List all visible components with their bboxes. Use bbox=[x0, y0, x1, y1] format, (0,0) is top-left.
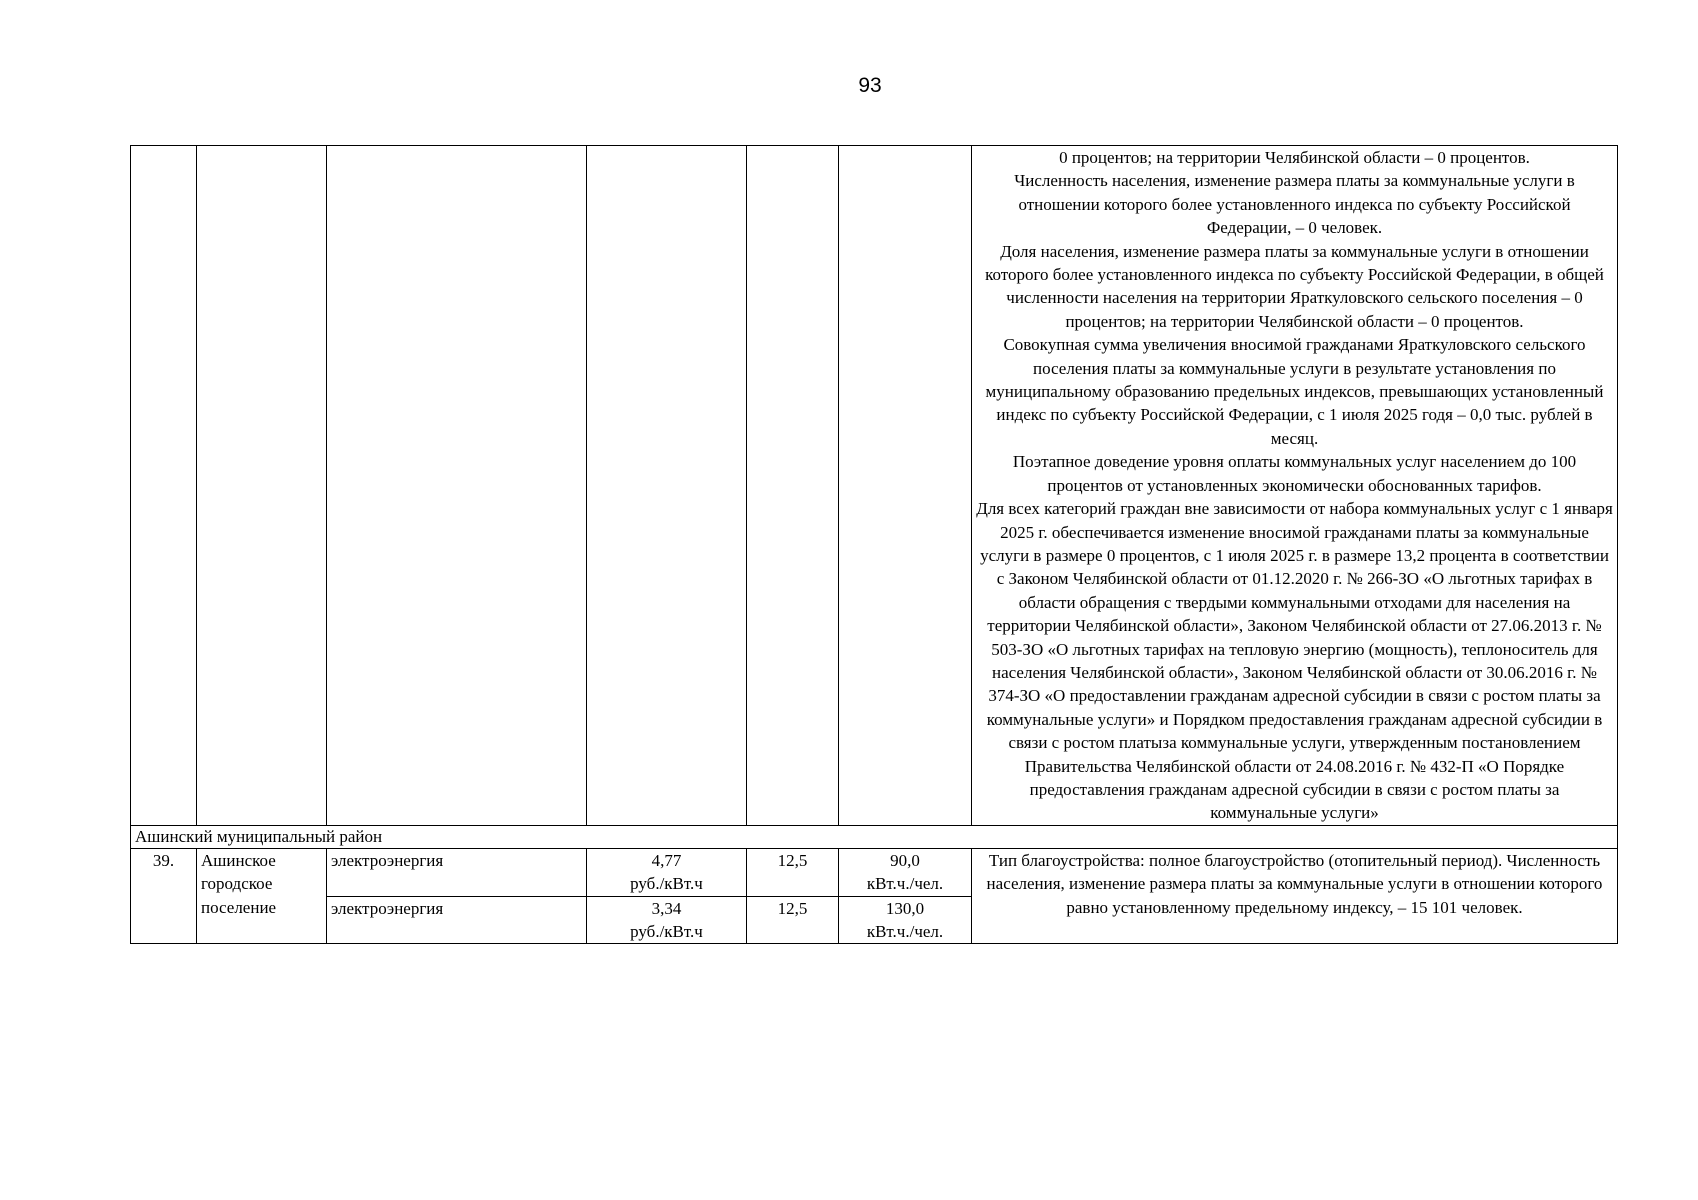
tariff-unit: руб./кВт.ч bbox=[630, 874, 703, 894]
tariff-value: 4,77 bbox=[651, 850, 682, 870]
tariff-cell bbox=[587, 896, 747, 944]
tariff-unit: руб./кВт.ч bbox=[630, 922, 703, 941]
index-value: 12,5 bbox=[747, 848, 839, 896]
entry-number: 39. bbox=[131, 848, 197, 944]
empty-cell bbox=[839, 146, 972, 826]
empty-cell bbox=[747, 146, 839, 826]
norm-cell bbox=[839, 848, 972, 896]
norm-cell bbox=[839, 896, 972, 944]
continued-row bbox=[131, 146, 1618, 826]
service-name: электроэнергия bbox=[327, 848, 587, 896]
description-paragraph: Для всех категорий граждан вне зависимости от набора коммунальных услуг с 1 января 2025 г. обеспечивается изменение вносимой гражданами платы за коммунальные услуги в размере 0 процентов, с 1 июля 2025 г. в размере 13,2 процента в соответствии с Законом Челябинской области от 01.12.2020 г. № 266-ЗО «О льготных тарифах в области обращения с твердыми коммунальными отходами для населения на территории Челябинской области», Законом Челябинской области от 27.06.2013 г. № 503-ЗО «О льготных тарифах на тепловую энергию (мощность), теплоноситель для населения Челябинской области», Законом Челябинской области от 30.06.2016 г. № 374-ЗО «О предоставлении гражданам адресной субсидии в связи с ростом платы за коммунальные услуги» и Порядком предоставления гражданам адресной субсидии в связи с ростом платыза коммунальные услуги, утвержденным постановлением Правительства Челябинской области от 24.08.2016 г. № 432-П «О Порядке предоставления гражданам адресной субсидии в связи с ростом платы за коммунальные услуги» bbox=[976, 499, 1613, 823]
norm-value: 130,0 bbox=[885, 898, 925, 918]
tariff-cell bbox=[587, 848, 747, 896]
continued-description-cell bbox=[972, 146, 1618, 826]
municipality-name: Ашинское городское поселение bbox=[197, 848, 327, 944]
description-paragraph: 0 процентов; на территории Челябинской области – 0 процентов. bbox=[1059, 148, 1530, 167]
description-paragraph: Доля населения, изменение размера платы за коммунальные услуги в отношении которого более установленного индекса по субъекту Российской Федерации, в общей численности населения на территории Яраткуловского сельского поселения – 0 процентов; на территории Челябинской области – 0 процентов. bbox=[985, 241, 1604, 331]
empty-cell bbox=[327, 146, 587, 826]
norm-value: 90,0 bbox=[890, 850, 920, 870]
norm-unit: кВт.ч./чел. bbox=[866, 874, 944, 894]
section-header-row bbox=[131, 825, 1618, 848]
description-paragraph: Совокупная сумма увеличения вносимой гражданами Яраткуловского сельского поселения платы за коммунальные услуги в результате установления по муниципальному образованию предельных индексов, превышающих установленный индекс по субъекту Российской Федерации, с 1 июля 2025 годя – 0,0 тыс. рублей в месяц. bbox=[985, 335, 1604, 448]
description-paragraph: Численность населения, изменение размера платы за коммунальные услуги в отношении которого более установленного индекса по субъекту Российской Федерации, – 0 человек. bbox=[1014, 171, 1575, 238]
page-number: 93 bbox=[858, 74, 882, 97]
norm-unit: кВт.ч./чел. bbox=[866, 922, 944, 941]
entry-description: Тип благоустройства: полное благоустройство (отопительный период). Численность населения, изменение размера платы за коммунальные услуги в отношении которого равно установленному предельному индексу, – 15 101 человек. bbox=[972, 848, 1618, 944]
service-name: электроэнергия bbox=[327, 896, 587, 944]
tariff-table bbox=[130, 145, 1618, 944]
empty-cell bbox=[587, 146, 747, 826]
table-row bbox=[131, 848, 1618, 896]
tariff-value: 3,34 bbox=[651, 898, 682, 918]
section-title: Ашинский муниципальный район bbox=[131, 825, 1618, 848]
index-value: 12,5 bbox=[747, 896, 839, 944]
empty-cell bbox=[197, 146, 327, 826]
description-paragraph: Поэтапное доведение уровня оплаты коммунальных услуг населением до 100 процентов от установленных экономически обоснованных тарифов. bbox=[1012, 452, 1577, 495]
empty-cell bbox=[131, 146, 197, 826]
